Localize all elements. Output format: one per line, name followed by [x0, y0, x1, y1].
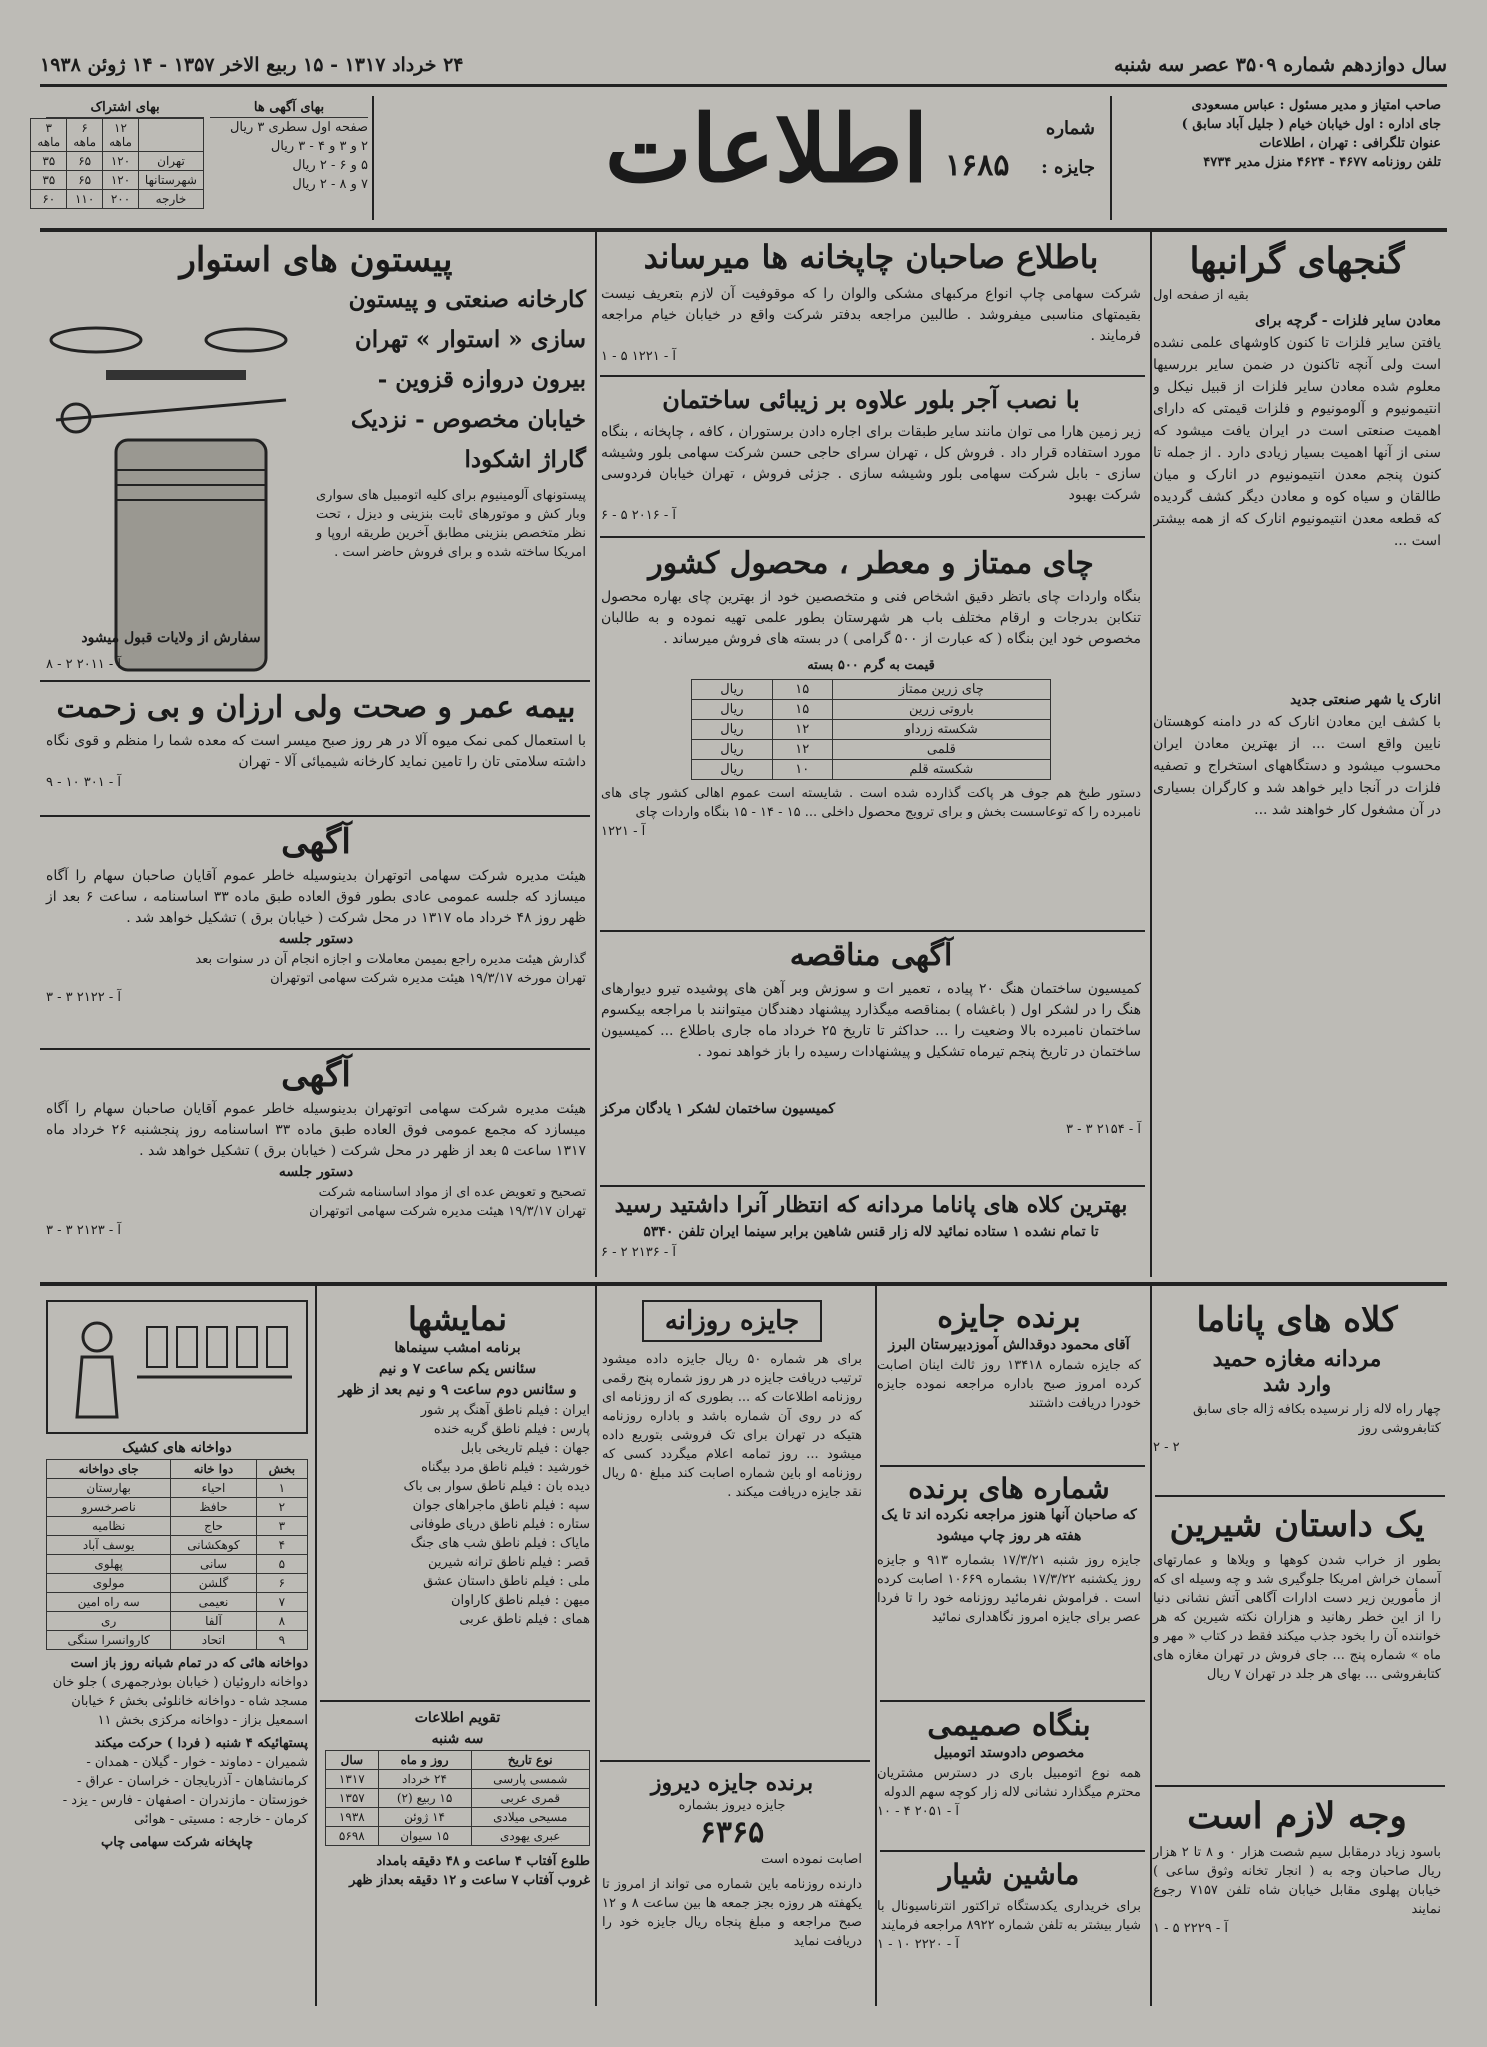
- notice-1-footer: تهران مورخه ۱۹/۳/۱۷ هیئت مدیره شرکت سهامی اتوتهران: [270, 971, 586, 986]
- garage-body: همه نوع اتومبیل باری در دسترس مشتریان محترم میگذارد نشانی لاله زار کوچه سهم الدوله: [877, 1766, 1141, 1800]
- dateline: [40, 48, 1447, 82]
- table-cell: ۱: [256, 1479, 307, 1498]
- pharmacies-box: [46, 1300, 308, 1852]
- table-cell: ریال: [692, 700, 773, 720]
- winning-numbers-ad: [877, 1472, 1141, 1627]
- number-label: شماره: [1045, 118, 1095, 139]
- table-row: [47, 1574, 308, 1593]
- publisher-box: [1111, 96, 1441, 172]
- treasures-article: [1153, 240, 1441, 1231]
- masthead-rule: [40, 228, 1447, 232]
- table-cell: ۱۳۵۷: [326, 1789, 379, 1808]
- column-rule: [1150, 1286, 1152, 2006]
- shiar-title: ماشین شیار: [938, 1858, 1080, 1891]
- table-row: [692, 680, 1051, 700]
- show-line: سپه : فیلم ناطق ماجراهای جوان: [412, 1498, 590, 1513]
- printers-ad: [601, 238, 1141, 366]
- table-row: [326, 1751, 590, 1770]
- table-cell: یوسف آباد: [47, 1536, 171, 1555]
- table-row: [326, 1789, 590, 1808]
- table-row: [326, 1827, 590, 1846]
- table-cell: احیاء: [171, 1479, 256, 1498]
- printer-imprint: چاپخانه شرکت سهامی چاپ: [100, 1835, 254, 1850]
- tea-ad: [601, 546, 1141, 841]
- section-rule: [880, 1465, 1145, 1467]
- pistons-code: آ - ۲۰۱۱ ۲ - ۸: [46, 657, 121, 672]
- shows-program: برنامه امشب سینماها: [394, 1340, 521, 1356]
- table-cell: اتحاد: [171, 1631, 256, 1650]
- garage-ad: [877, 1708, 1141, 1821]
- table-cell: حافظ: [171, 1498, 256, 1517]
- table-row: [692, 720, 1051, 740]
- table-cell: شکسته قلم: [832, 760, 1050, 780]
- show-line: جهان : فیلم تاریخی بابل: [460, 1441, 590, 1456]
- column-rule: [315, 1286, 317, 2006]
- column-rule: [595, 1286, 597, 2006]
- notice-1-code: آ - ۲۱۲۲ ۳ - ۳: [46, 990, 121, 1005]
- notice-2: [46, 1055, 586, 1240]
- publisher-line-1: صاحب امتیاز و مدیر مسئول : عباس مسعودی: [1191, 98, 1441, 113]
- table-cell: [138, 119, 203, 152]
- treasures-body-2: با کشف این معادن انارک که در دامنه کوهستان نایین واقع است ... از بهترین معادن ایران محسوب میشود و دستگاههای استخراج و تصفیه فلزات در آنجا دایر خواهد شد و کارگران بسیاری در آن مشغول کار خواهند شد ...: [1153, 714, 1441, 818]
- dateline-issue: سال دوازدهم شماره ۳۵۰۹ عصر سه شنبه: [1113, 54, 1447, 76]
- table-header: جای دواخانه: [47, 1460, 171, 1479]
- masthead-divider-2: [372, 96, 374, 220]
- section-rule: [880, 1700, 1145, 1702]
- section-rule: [320, 1700, 590, 1702]
- table-cell: ۴: [256, 1536, 307, 1555]
- daily-prize-title: جایزه روزانه: [642, 1300, 822, 1342]
- hats-box-ad: [1153, 1300, 1441, 1457]
- section-rule: [600, 1185, 1145, 1187]
- table-row: [47, 1517, 308, 1536]
- table-cell: ۳ ماهه: [31, 119, 67, 152]
- insurance-title: بیمه عمر و صحت ولی ارزان و بی زحمت: [56, 690, 576, 725]
- cash-body: باسود زیاد درمقابل سیم شصت هزار ۰ و ۸ تا ۲ هزار ریال صاحبان وجه به ( انجار تخانه وثوق ساعی ) خیابان پهلوی مقابل خیابان شاه تلفن ۷۱۵۷ رجوع نمایند: [1153, 1845, 1442, 1917]
- table-cell: نعیمی: [171, 1593, 256, 1612]
- subscription-title: بهای اشتراک: [46, 98, 204, 118]
- daily-prize-winner-number: ۶۳۶۵: [699, 1815, 765, 1850]
- table-cell: ۱۱۰: [67, 190, 103, 209]
- calendar-day: سه شنبه: [431, 1731, 484, 1747]
- calendar-sunrise: طلوع آفتاب ۴ ساعت و ۴۸ دقیقه بامداد: [376, 1854, 590, 1869]
- table-row: [47, 1479, 308, 1498]
- tender-code: آ - ۲۱۵۴ ۳ - ۳: [1066, 1122, 1141, 1137]
- table-cell: ۶۵: [67, 152, 103, 171]
- table-row: [47, 1498, 308, 1517]
- show-line: ملی : فیلم ناطق داستان عشق: [423, 1574, 590, 1589]
- ad-price-box: [210, 98, 368, 194]
- table-cell: ریال: [692, 680, 773, 700]
- hats-box-code: ۲ - ۲: [1153, 1440, 1180, 1455]
- ad-price-line: ۵ و ۶ - ۲ ریال: [292, 158, 368, 173]
- pistons-title: پیستون های استوار: [179, 240, 453, 280]
- shiar-body: برای خریداری یکدستگاه تراکتور انترناسیونال با شیار بیشتر به تلفن شماره ۸۹۲۲ مراجعه فرمایند: [877, 1899, 1141, 1933]
- winning-numbers-body: جایزه روز شنبه ۱۷/۳/۲۱ بشماره ۹۱۳ و جایزه روز یکشنبه ۱۷/۳/۲۲ بشماره ۱۰۶۶۹ اصابت کرده است . فراموش نفرمائید روزنامه خود را تا فردا عصر برای جایزه امروز نگاهداری نمائید: [877, 1553, 1142, 1625]
- daily-prize-winner-label: جایزه دیروز بشماره: [678, 1798, 786, 1813]
- bottom-section-rule: [40, 1282, 1447, 1286]
- notice-2-title: آگهی: [281, 1055, 351, 1095]
- table-cell: چای زرین ممتاز: [832, 680, 1050, 700]
- night-pharmacies-title: دواخانه هائی که در تمام شبانه روز باز است: [70, 1656, 308, 1671]
- table-cell: قمری عربی: [471, 1789, 590, 1808]
- table-cell: ۱۲ ماهه: [103, 119, 139, 152]
- notice-1-title: آگهی: [281, 822, 351, 862]
- table-cell: ۱۵: [772, 680, 832, 700]
- table-cell: ۸: [256, 1612, 307, 1631]
- hats-banner-ad: [601, 1192, 1141, 1262]
- table-row: [326, 1770, 590, 1789]
- shows-ad: [325, 1300, 590, 1629]
- garage-title: بنگاه صمیمی: [927, 1708, 1091, 1743]
- post-body: شمیران - دماوند - خوار - گیلان - همدان - کرمانشاهان - آذربایجان - خراسان - عراق - خوزستان - مازندران - اصفهان - فارس - یزد - کرمان - خارجه : مسیتی - هوائی: [62, 1755, 308, 1827]
- table-cell: گلشن: [171, 1574, 256, 1593]
- insurance-code: آ - ۳۰۱ ۱۰ - ۹: [46, 775, 121, 790]
- winning-numbers-title: شماره های برنده: [908, 1472, 1110, 1505]
- table-cell: مولوی: [47, 1574, 171, 1593]
- story-ad: [1153, 1505, 1441, 1684]
- notice-2-agenda-title: دستور جلسه: [278, 1164, 354, 1180]
- table-cell: ناصرخسرو: [47, 1498, 171, 1517]
- table-cell: سانی: [171, 1555, 256, 1574]
- dateline-date: ۲۴ خرداد ۱۳۱۷ - ۱۵ ربیع الاخر ۱۳۵۷ - ۱۴ ژوئن ۱۹۳۸: [40, 54, 464, 76]
- daily-prize-winner: [602, 1770, 862, 1951]
- printers-title: باطلاع صاحبان چاپخانه ها میرساند: [643, 238, 1099, 276]
- table-cell: ۱۲۰: [103, 152, 139, 171]
- section-rule: [600, 375, 1145, 377]
- ad-price-line: ۲ و ۳ و ۴ - ۳ ریال: [270, 139, 368, 154]
- night-pharmacies-body: دواخانه داروئیان ( خیابان بوذرجمهری ) جلو خان مسجد شاه - دواخانه خانلوئی بخش ۶ خیابان اسمعیل بزاز - دواخانه مرکزی بخش ۱۱: [52, 1675, 308, 1728]
- daily-prize-ad: [602, 1300, 862, 1720]
- pharmacy-logo: [46, 1300, 308, 1434]
- ad-price-line: صفحه اول سطری ۳ ریال: [229, 120, 368, 135]
- table-cell: آلفا: [171, 1612, 256, 1631]
- tender-body: کمیسیون ساختمان هنگ ۲۰ پیاده ، تعمیر ات و سوزش وبر آهن های پوشیده تیرو دیوارهای هنگ را در لشکر اول ( باغشاه ) بمناقصه میگذارد پیشنهاد دهندگان میتوانند با مراجعه بیکسوم ساختمان نامبرده بالا وضعیت را ... حداکثر تا تاریخ ۲۵ خرداد ماه جاری باطلاع ... کمیسیون ساختمان در تاریخ پنجم تیرماه تشکیل و پیشنهادات رسیده را باز خواهد نمود .: [601, 981, 1141, 1060]
- insurance-ad: [46, 690, 586, 792]
- section-rule: [600, 536, 1145, 538]
- pharmacist-icon: [57, 1307, 297, 1427]
- post-title: پستهائیکه ۴ شنبه ( فردا ) حرکت میکند: [94, 1736, 308, 1751]
- calendar-sunset: غروب آفتاب ۷ ساعت و ۱۲ دقیقه بعداز ظهر: [349, 1873, 590, 1888]
- hats-banner-title: بهترین کلاه های پاناما مردانه که انتظار آنرا داشتید رسید: [614, 1192, 1128, 1218]
- table-cell: ۱۰: [772, 760, 832, 780]
- shows-times-2: و سئانس دوم ساعت ۹ و نیم بعد از ظهر: [338, 1382, 577, 1398]
- table-cell: سه راه امین: [47, 1593, 171, 1612]
- table-cell: ۱۲: [772, 720, 832, 740]
- tea-table-title: قیمت به گرم ۵۰۰ بسته: [807, 658, 935, 673]
- publisher-line-4: تلفن روزنامه ۴۶۷۷ - ۴۶۲۴ منزل مدیر ۴۷۳۴: [1203, 155, 1441, 170]
- column-rule: [595, 232, 597, 1277]
- top-rule: [40, 84, 1447, 87]
- treasures-title: گنجهای گرانبها: [1189, 240, 1405, 282]
- show-line: قصر : فیلم ناطق ترانه شیرین: [427, 1555, 590, 1570]
- treasures-body-1: یافتن سایر فلزات تا کنون کاوشهای علمی نشده است ولی آنچه تاکنون در ضمن سایر بررسیها معلوم شده معادن سایر فلزات از قبیل نیکل و انتیمونیوم و آلومونیوم و فلزات قیمتی که دارای اهمیت صنعتی است در ایران یافت میشود که سنی از آنها اهمیت بسیار زیادی دارد . از جمله تا کنون پنجم معدن انتیمونیوم در انارک و میان طالقان و سیاه کوه و معادن دیگر کشف گردیده که قطعه معدن انتیمونیوم انارک که از همه بیشتر است ...: [1153, 335, 1441, 549]
- daily-prize-winner-title: برنده جایزه دیروز: [650, 1770, 814, 1796]
- table-cell: ۵: [256, 1555, 307, 1574]
- show-line: خورشید : فیلم ناطق مرد بیگناه: [421, 1460, 590, 1475]
- hats-box-body: چهار راه لاله زار نرسیده بکافه ژاله جای سابق کتابفروشی روز: [1192, 1402, 1441, 1436]
- shows-title: نمایشها: [407, 1300, 508, 1338]
- table-cell: ۲۰۰: [103, 190, 139, 209]
- table-header: بخش: [256, 1460, 307, 1479]
- table-row: [31, 119, 204, 152]
- notice-1: [46, 822, 586, 1007]
- tiles-code: آ - ۲۰۱۶ ۵ - ۶: [601, 508, 676, 523]
- section-rule: [1155, 1495, 1445, 1497]
- table-cell: ۱۲۰: [103, 171, 139, 190]
- tea-price-table: [691, 679, 1051, 780]
- daily-prize-body: برای هر شماره ۵۰ ریال جایزه داده میشود ترتیب دریافت جایزه در هر روز شماره پنج رقمی روزنامه اطلاعات که ... بطوری که از روزنامه ای که در روی آن شماره باشد و باداره روزنامه هتیکه در تهران برای تک فروشی بتوریع داده میشود ... روز تمامه اعلام میگردد کسی که روزنامه او باین شماره اصابت کند مبلغ ۵۰ ریال نقد جایزه دریافت میکند .: [602, 1352, 862, 1500]
- insurance-body: با استعمال کمی نمک میوه آلا در هر روز صبح میسر است که معده شما را منظم و قوی نگاه داشته سلامتی تان را تامین نماید کارخانه شیمیائی آلا - تهران: [46, 733, 586, 770]
- table-row: [31, 190, 204, 209]
- treasures-subtitle: بقیه از صفحه اول: [1153, 288, 1249, 303]
- subscription-table: [30, 118, 204, 209]
- table-cell: ۳۵: [31, 152, 67, 171]
- table-cell: خارجه: [138, 190, 203, 209]
- hats-banner-body: تا تمام نشده ۱ ستاده نمائید لاله زار قنس شاهین برابر سینما ایران تلفن ۵۳۴۰: [643, 1224, 1099, 1240]
- table-cell: ۱۳۱۷: [326, 1770, 379, 1789]
- notice-1-body: هیئت مدیره شرکت سهامی اتوتهران بدینوسیله خاطر عموم آقایان صاحبان سهام را آگاه میسازد که جلسه عمومی عادی بطور فوق العاده طبق ماده ۳۳ اساسنامه ، ساعت ۶ بعد از ظهر روز ۴۸ خرداد ماه ۱۳۱۷ در محل شرکت ( خیابان برق ) تشکیل خواهد شد .: [46, 868, 586, 926]
- ad-price-line: ۷ و ۸ - ۲ ریال: [292, 177, 368, 192]
- show-line: ایران : فیلم ناطق آهنگ پر شور: [420, 1403, 590, 1418]
- ad-price-title: بهای آگهی ها: [210, 98, 368, 118]
- table-cell: ۹: [256, 1631, 307, 1650]
- daily-prize-winner-note: اصابت نموده است: [761, 1852, 862, 1867]
- table-header: سال: [326, 1751, 379, 1770]
- table-cell: ۱۵ ربیع (۲): [378, 1789, 471, 1808]
- shiar-code: آ - ۲۲۲۰ ۱۰ - ۱: [877, 1937, 959, 1952]
- prize-winner-title: برنده جایزه: [937, 1300, 1081, 1335]
- table-row: [47, 1593, 308, 1612]
- tea-code: آ - ۱۲۲۱: [601, 824, 646, 839]
- masthead-divider-1: [1110, 96, 1112, 220]
- prize-label: جایزه :: [1041, 157, 1095, 178]
- story-title: یک داستان شیرین: [1169, 1505, 1425, 1545]
- hats-box-title: کلاه های پاناما: [1196, 1300, 1398, 1340]
- table-row: [47, 1612, 308, 1631]
- table-row: [47, 1536, 308, 1555]
- table-cell: ۶۵: [67, 171, 103, 190]
- masthead-number: ۱۶۸۵: [945, 148, 1010, 183]
- section-rule: [600, 930, 1145, 932]
- table-row: [326, 1808, 590, 1827]
- table-header: دوا خانه: [171, 1460, 256, 1479]
- table-cell: ۲۴ خرداد: [378, 1770, 471, 1789]
- tea-title: چای ممتاز و معطر ، محصول کشور: [648, 546, 1094, 581]
- tender-ad: [601, 938, 1141, 1139]
- hats-box-line-2: وارد شد: [1263, 1372, 1331, 1396]
- shows-times-1: سئانس یکم ساعت ۷ و نیم: [378, 1361, 537, 1377]
- prize-winner-body: که جایزه شماره ۱۳۴۱۸ روز ثالث اینان اصابت کرده امروز صبح باداره مراجعه نموده جایزه خودرا دریافت داشتند: [877, 1358, 1141, 1411]
- table-cell: ۷: [256, 1593, 307, 1612]
- table-cell: حاج: [171, 1517, 256, 1536]
- table-cell: ۶ ماهه: [67, 119, 103, 152]
- winning-numbers-sub: که صاحبان آنها هنوز مراجعه نکرده اند تا یک هفته هر روز چاپ میشود: [881, 1507, 1137, 1544]
- table-cell: ۲: [256, 1498, 307, 1517]
- section-rule: [40, 1048, 590, 1050]
- garage-code: آ - ۲۰۵۱ ۴ - ۱۰: [877, 1804, 959, 1819]
- table-row: [47, 1460, 308, 1479]
- calendar-table: [325, 1750, 590, 1846]
- show-line: پارس : فیلم ناطق گریه خنده: [433, 1422, 590, 1437]
- section-rule: [40, 680, 590, 682]
- show-line: ستاره : فیلم ناطق دریای طوفانی: [409, 1517, 590, 1532]
- story-body: بطور از خراب شدن کوهها و ویلاها و عمارتهای آسمان خراش امریکا جلوگیری شد و چه وسیله ای که از مأمورین زیر دست ادارات آگاهی آتش نشانی دنیا را از این خطر رهانید و هزاران نکته شیرین که هر خواننده آن را بخود جذب میکند فقط در کتاب « مهر و ماه » شماره پنج ... جای فروش در تهران مغازه های کتابفروشی ... بهای هر جلد در تهران ۷ ریال: [1153, 1553, 1441, 1682]
- table-cell: ۶۰: [31, 190, 67, 209]
- cash-ad: [1153, 1795, 1441, 1938]
- section-rule: [1155, 1785, 1445, 1787]
- notice-2-body: هیئت مدیره شرکت سهامی اتوتهران بدینوسیله خاطر عموم آقایان صاحبان سهام را آگاه میسازد که مجمع عمومی فوق العاده طبق ماده ۳۳ اساسنامه روز پنجشنبه ۲۶ خرداد ماه ۱۳۱۷ ساعت ۵ بعد از ظهر در محل شرکت ( خیابان برق ) تشکیل خواهد شد .: [46, 1101, 586, 1159]
- table-row: [692, 740, 1051, 760]
- treasures-subhead-1: معادن سایر فلزات - گرچه برای: [1255, 313, 1441, 329]
- table-cell: ۱۵: [772, 700, 832, 720]
- table-cell: ۱۹۳۸: [326, 1808, 379, 1827]
- column-rule: [1150, 232, 1152, 1277]
- table-cell: ۳۵: [31, 171, 67, 190]
- table-row: [692, 760, 1051, 780]
- table-cell: کوهکشانی: [171, 1536, 256, 1555]
- calendar-box: [325, 1708, 590, 1890]
- prize-winner-ad: [877, 1300, 1141, 1413]
- pharmacies-title: دواخانه های کشیک: [122, 1440, 232, 1456]
- calendar-title: تقویم اطلاعات: [414, 1710, 501, 1726]
- notice-2-footer: تهران ۱۹/۳/۱۷ هیئت مدیره شرکت سهامی اتوتهران: [309, 1204, 586, 1219]
- show-line: همای : فیلم ناطق عربی: [459, 1612, 590, 1627]
- table-header: روز و ماه: [378, 1751, 471, 1770]
- pistons-body: پیستونهای آلومینیوم برای کلیه اتومبیل های سواری وبار کش و موتورهای ثابت بنزینی و دیزل ، تحت نظر متخصص بنزینی مطابق آخرین طریقه اروپا و امریکا ساخته شده و برای فروش حاضر است .: [316, 488, 586, 560]
- pistons-orders: سفارش از ولایات قبول میشود: [81, 630, 261, 646]
- publisher-line-2: جای اداره : اول خیابان خیام ( جلیل آباد سابق ): [1181, 117, 1441, 132]
- table-cell: باروتی زرین: [832, 700, 1050, 720]
- table-cell: ۵۶۹۸: [326, 1827, 379, 1846]
- table-row: [692, 700, 1051, 720]
- section-rule: [600, 1760, 870, 1762]
- table-cell: ۳: [256, 1517, 307, 1536]
- table-cell: ۱۴ ژوئن: [378, 1808, 471, 1827]
- show-line: دیده بان : فیلم ناطق سوار بی باک: [403, 1479, 590, 1494]
- notice-1-agenda: گذارش هیئت مدیره راجع بمیمن معاملات و اجازه انجام آن در سنوات بعد: [195, 952, 586, 967]
- printers-body: شرکت سهامی چاپ انواع مرکبهای مشکی والوان را که موقوفیت آن لازم بتعریف نیست بقیمتهای مناسبی میفروشد . طالبین مراجعه بدفتر شرکت واقع در خیابان خیام مراجعه فرمایند .: [601, 286, 1141, 344]
- tender-title: آگهی مناقصه: [789, 938, 953, 973]
- table-cell: مسیحی میلادی: [471, 1808, 590, 1827]
- table-row: [31, 171, 204, 190]
- pistons-ad: [46, 240, 586, 672]
- table-cell: عبری یهودی: [471, 1827, 590, 1846]
- daily-prize-footer: دارنده روزنامه باین شماره می تواند از امروز تا یکهفته هر روزه بجز جمعه ها بین ساعت ۸ و ۱۲ صبح مراجعه و مبلغ پنجاه ریال جایزه خود را دریافت نماید: [602, 1877, 862, 1949]
- table-cell: ریال: [692, 720, 773, 740]
- printers-code: آ - ۱۲۲۱ ۵ - ۱: [601, 349, 676, 364]
- table-cell: نظامیه: [47, 1517, 171, 1536]
- table-cell: قلمی: [832, 740, 1050, 760]
- table-cell: شمسی پارسی: [471, 1770, 590, 1789]
- prize-winner-line: آقای محمود دوقدالش آموزدبیرستان البرز: [888, 1337, 1130, 1353]
- table-cell: ریال: [692, 760, 773, 780]
- tea-body: بنگاه واردات چای باتظر دقیق اشخاص فنی و متخصصین خود از بهترین چای بهاره محصول تنکابن بدرجات و ارقام مختلف باب هر شهرستان بطور علمی تهیه نموده و به طالبان مخصوص خود این بنگاه ( که عبارت از ۵۰۰ گرامی ) در بسته های فروش میرساند .: [601, 589, 1141, 647]
- shiar-ad: [877, 1858, 1141, 1954]
- hats-banner-code: آ - ۲۱۳۶ ۲ - ۶: [601, 1245, 676, 1260]
- section-rule: [40, 815, 590, 817]
- table-cell: پهلوی: [47, 1555, 171, 1574]
- tiles-body: زیر زمین هارا می توان مانند سایر طبقات برای اجاره دادن برستوران ، کافه ، چاپخانه ، بنگاه مورد استفاده قرار داد . فروش کل ، تهران سرای حاجی حسن شرکت سهامی بلور وشیشه سازی - بابل شرکت سهامی بلور وشیشه سازی . جزئی فروش ، تهران خیابان فردوسی شرکت بهبود: [601, 424, 1141, 503]
- table-cell: کاروانسرا سنگی: [47, 1631, 171, 1650]
- show-line: مایاک : فیلم ناطق شب های جنگ: [410, 1536, 590, 1551]
- table-cell: ۱۵ سیوان: [378, 1827, 471, 1846]
- table-cell: شهرستانها: [138, 171, 203, 190]
- table-cell: ری: [47, 1612, 171, 1631]
- table-cell: ۶: [256, 1574, 307, 1593]
- tea-footer: دستور طبخ هم جوف هر پاکت گذارده شده است . شایسته است عموم اهالی کشور چای های نامبرده را که توعاسست بخش و برای ترویج محصول داخلی ... ۱۵ - ۱۴ - ۱۵ بنگاه واردات چای: [601, 786, 1141, 820]
- notice-1-agenda-title: دستور جلسه: [278, 931, 354, 947]
- treasures-subhead-2: انارک یا شهر صنعتی جدید: [1290, 692, 1441, 708]
- show-line: میهن : فیلم ناطق کاراوان: [450, 1593, 590, 1608]
- subscription-box: [37, 98, 204, 209]
- hats-box-line-1: مردانه مغازه حمید: [1212, 1346, 1382, 1372]
- pistons-lead: کارخانه صنعتی و پیستون سازی « استوار » تهران بیرون دروازه قزوین - خیابان مخصوص - نزدیک گاراژ اشکودا: [348, 286, 586, 473]
- pharmacies-table: [46, 1459, 308, 1650]
- tender-footer: کمیسیون ساختمان لشکر ۱ یادگان مرکز: [601, 1101, 836, 1117]
- cash-title: وجه لازم است: [1187, 1795, 1407, 1837]
- section-rule: [880, 1850, 1145, 1852]
- table-row: [47, 1631, 308, 1650]
- tiles-title: با نصب آجر بلور علاوه بر زیبائی ساختمان: [662, 385, 1080, 414]
- notice-2-code: آ - ۲۱۲۳ ۳ - ۳: [46, 1223, 121, 1238]
- table-header: نوع تاریخ: [471, 1751, 590, 1770]
- table-row: [31, 152, 204, 171]
- table-cell: ریال: [692, 740, 773, 760]
- table-cell: تهران: [138, 152, 203, 171]
- table-cell: بهارستان: [47, 1479, 171, 1498]
- table-cell: شکسته زرداو: [832, 720, 1050, 740]
- cash-code: آ - ۲۲۲۹ ۵ - ۱: [1153, 1921, 1228, 1936]
- table-row: [47, 1555, 308, 1574]
- garage-sub: مخصوص دادوستد اتومبیل: [933, 1745, 1085, 1761]
- tiles-ad: [601, 385, 1141, 525]
- publisher-line-3: عنوان تلگرافی : تهران ، اطلاعات: [1259, 136, 1441, 151]
- table-cell: ۱۲: [772, 740, 832, 760]
- masthead-title: اطلاعات: [605, 95, 929, 203]
- notice-2-agenda: تصحیح و تعویض عده ای از مواد اساسنامه شرکت: [318, 1185, 586, 1200]
